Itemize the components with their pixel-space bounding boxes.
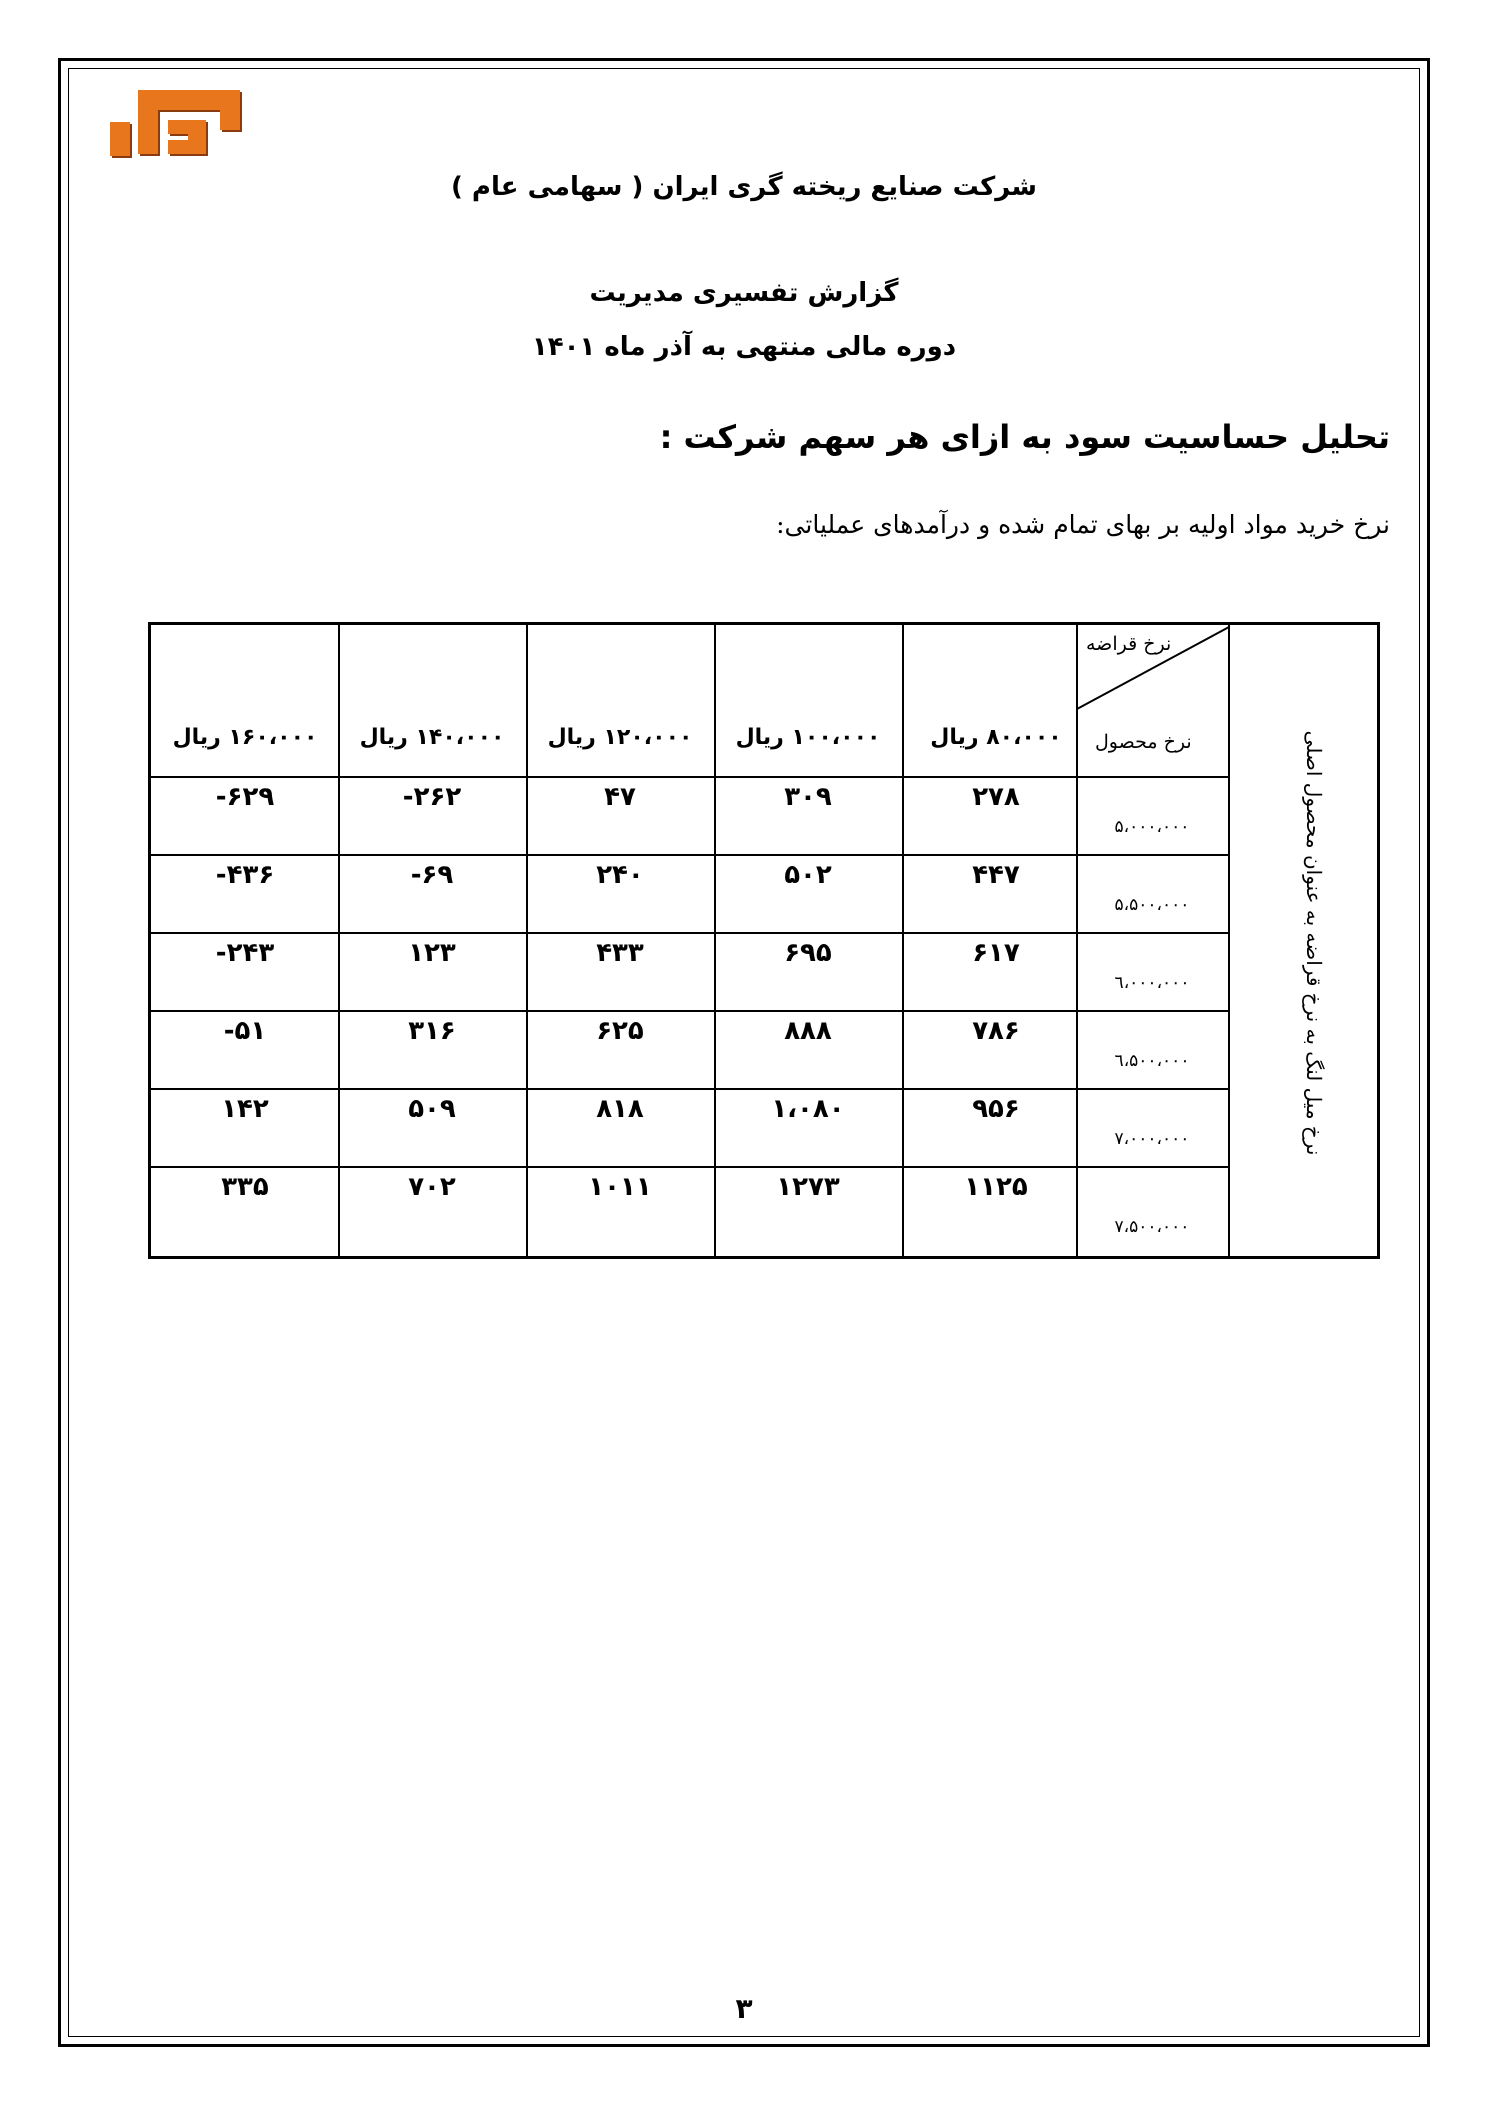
report-period: دوره مالی منتهی به آذر ماه ۱۴۰۱ [531, 332, 957, 362]
table-cell: ۱۱۲۵ [964, 1172, 1028, 1202]
table-cell: -۶۹ [410, 860, 454, 890]
table-cell: ۱۲۷۳ [776, 1172, 840, 1202]
corner-label-product-rate: نرخ محصول [1095, 731, 1192, 753]
row-label: ۷،۵۰۰،۰۰۰ [1114, 1217, 1190, 1237]
company-name: شرکت صنایع ریخته گری ایران ( سهامی عام ) [451, 172, 1037, 202]
table-hline [151, 1088, 1228, 1090]
table-cell: ۳۳۵ [221, 1172, 269, 1202]
table-cell: ۳۱۶ [408, 1016, 456, 1046]
table-hline [151, 932, 1228, 934]
table-cell: ۲۷۸ [972, 782, 1020, 812]
table-cell: ۵۰۲ [784, 860, 832, 890]
report-title: گزارش تفسیری مدیریت [589, 278, 899, 308]
table-cell: ۲۴۰ [596, 860, 644, 890]
column-header: ۱۲۰،۰۰۰ ریال [547, 725, 693, 750]
corner-label-scrap-rate: نرخ قراضه [1086, 633, 1172, 655]
table-cell: ۳۰۹ [784, 782, 832, 812]
table-hline [151, 1166, 1228, 1168]
table-cell: ۶۹۵ [784, 938, 832, 968]
column-header: ۸۰،۰۰۰ ریال [930, 725, 1062, 750]
table-cell: ۸۱۸ [596, 1094, 644, 1124]
table-cell: -۵۱ [223, 1016, 267, 1046]
table-cell: -۲۶۲ [402, 782, 462, 812]
table-cell: -۶۲۹ [215, 782, 275, 812]
column-header: ۱۴۰،۰۰۰ ریال [359, 725, 505, 750]
table-hline [151, 1010, 1228, 1012]
table-hline [151, 776, 1228, 778]
table-side-label: نرخ میل لنگ به نرخ قراضه به عنوان محصول اصلی [1302, 730, 1326, 1156]
table-cell: ۸۸۸ [784, 1016, 832, 1046]
row-label: ۵،۵۰۰،۰۰۰ [1114, 895, 1190, 915]
table-hline [151, 854, 1228, 856]
table-cell: ۴۴۷ [972, 860, 1020, 890]
table-cell: ۶۲۵ [596, 1016, 644, 1046]
section-heading: تحلیل حساسیت سود به ازای هر سهم شرکت : [659, 418, 1390, 456]
row-label: ٦،۵۰۰،۰۰۰ [1114, 1051, 1190, 1071]
table-cell: ۴۳۳ [596, 938, 644, 968]
table-cell: ۴۷ [604, 782, 636, 812]
section-subheading: نرخ خرید مواد اولیه بر بهای تمام شده و درآمدهای عملیاتی: [776, 510, 1390, 539]
sensitivity-table [148, 622, 1380, 1259]
page-number: ۳ [735, 1992, 753, 2025]
row-label: ۵،۰۰۰،۰۰۰ [1114, 817, 1190, 837]
table-cell: -۲۴۳ [215, 938, 275, 968]
table-cell: ۱۲۳ [408, 938, 456, 968]
table-cell: -۴۳۶ [215, 860, 275, 890]
table-cell: ۶۱۷ [972, 938, 1020, 968]
column-header: ۱۶۰،۰۰۰ ریال [172, 725, 318, 750]
table-cell: ۱۴۲ [221, 1094, 269, 1124]
column-header: ۱۰۰،۰۰۰ ریال [735, 725, 881, 750]
table-cell: ۹۵۶ [972, 1094, 1020, 1124]
table-cell: ۱،۰۸۰ [771, 1094, 845, 1124]
row-label: ٦،۰۰۰،۰۰۰ [1114, 973, 1190, 993]
table-cell: ۱۰۱۱ [588, 1172, 652, 1202]
table-cell: ۷۸۶ [972, 1016, 1020, 1046]
row-label: ۷،۰۰۰،۰۰۰ [1114, 1129, 1190, 1149]
table-cell: ۵۰۹ [408, 1094, 456, 1124]
company-logo [108, 84, 248, 162]
table-cell: ۷۰۲ [408, 1172, 456, 1202]
